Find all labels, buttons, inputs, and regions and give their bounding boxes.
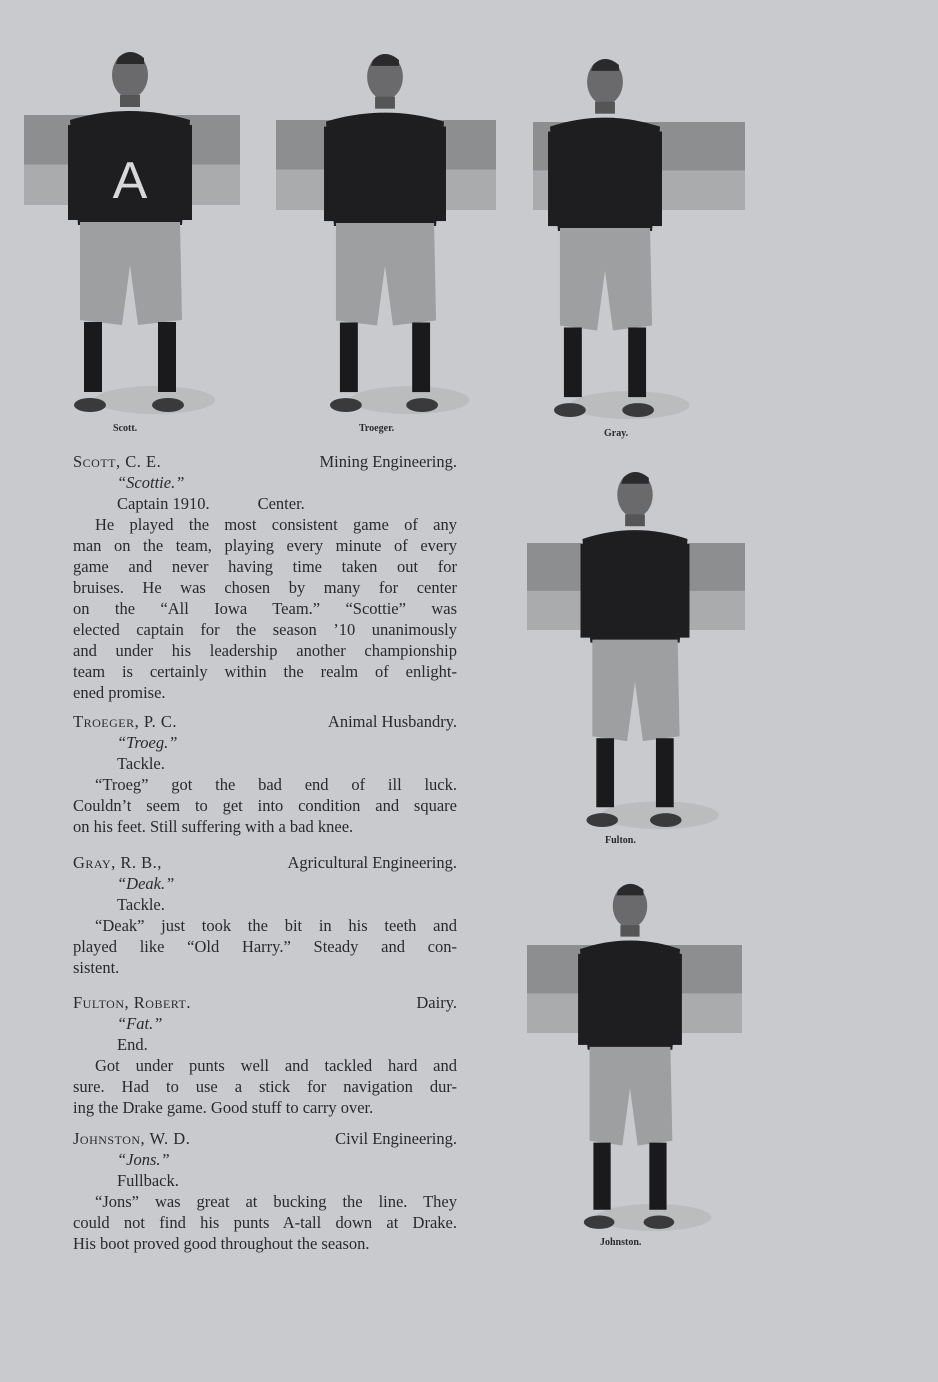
bio-line: on his feet. Still suffering with a bad knee.: [73, 817, 354, 836]
player-name: Gray, R. B.,: [73, 853, 162, 872]
player-nickname: “Scottie.”: [117, 473, 185, 492]
bio-line: His boot proved good throughout the season.: [73, 1234, 370, 1253]
player-name: Scott, C. E.: [73, 452, 162, 471]
player-name: Johnston, W. D.: [73, 1129, 191, 1148]
player-name: Troeger, P. C.: [73, 712, 178, 731]
svg-text:A: A: [112, 152, 148, 210]
bio-line: team is certainly within the realm of enlight-: [73, 662, 457, 681]
player-entry: [73, 992, 457, 1118]
player-entry: [73, 1128, 457, 1254]
player-department: Mining Engineering.: [319, 452, 457, 471]
player-department: Dairy.: [416, 993, 457, 1012]
bio-line: bruises. He was chosen by many for center: [73, 578, 457, 597]
player-position: Tackle.: [117, 754, 165, 773]
bio-line: elected captain for the season ’10 unanimously: [73, 620, 457, 639]
player-department: Agricultural Engineering.: [287, 853, 457, 872]
bio-line: Couldn’t seem to get into condition and square: [73, 796, 457, 815]
player-entry: [73, 451, 457, 703]
player-entry: [73, 711, 457, 837]
bio-line: “Jons” was great at bucking the line. They: [95, 1192, 457, 1211]
bio-line: on the “All Iowa Team.” “Scottie” was: [73, 599, 457, 618]
bio-line: played like “Old Harry.” Steady and con-: [73, 937, 457, 956]
bio-line: ened promise.: [73, 683, 166, 702]
photo-caption: Scott.: [113, 423, 138, 434]
bio-line: “Deak” just took the bit in his teeth and: [95, 916, 457, 935]
player-position: Center.: [257, 494, 305, 513]
player-nickname: “Jons.”: [117, 1150, 170, 1169]
bio-line: and under his leadership another championship: [73, 641, 457, 660]
bio-line: “Troeg” got the bad end of ill luck.: [95, 775, 457, 794]
player-position: Captain 1910.: [117, 494, 210, 513]
bio-line: sure. Had to use a stick for navigation dur-: [73, 1077, 457, 1096]
player-department: Civil Engineering.: [335, 1129, 457, 1148]
bio-line: could not find his punts A-tall down at Drake.: [73, 1213, 457, 1232]
player-position: End.: [117, 1035, 148, 1054]
photo-caption: Gray.: [604, 428, 629, 439]
player-nickname: “Deak.”: [117, 874, 175, 893]
player-nickname: “Fat.”: [117, 1014, 163, 1033]
bio-line: Got under punts well and tackled hard and: [95, 1056, 457, 1075]
player-name: Fulton, Robert.: [73, 993, 192, 1012]
photo-caption: Troeger.: [359, 423, 395, 434]
player-department: Animal Husbandry.: [327, 712, 457, 731]
player-nickname: “Troeg.”: [117, 733, 178, 752]
bio-line: sistent.: [73, 958, 120, 977]
photo-caption: Johnston.: [600, 1237, 642, 1248]
bio-line: ing the Drake game. Good stuff to carry over.: [73, 1098, 374, 1117]
bio-line: game and never having time taken out for: [73, 557, 457, 576]
player-position: Tackle.: [117, 895, 165, 914]
player-entry: [73, 852, 457, 978]
photo-caption: Fulton.: [605, 835, 636, 846]
player-position: Fullback.: [117, 1171, 179, 1190]
bio-line: man on the team, playing every minute of every: [73, 536, 457, 555]
bio-line: He played the most consistent game of any: [95, 515, 457, 534]
